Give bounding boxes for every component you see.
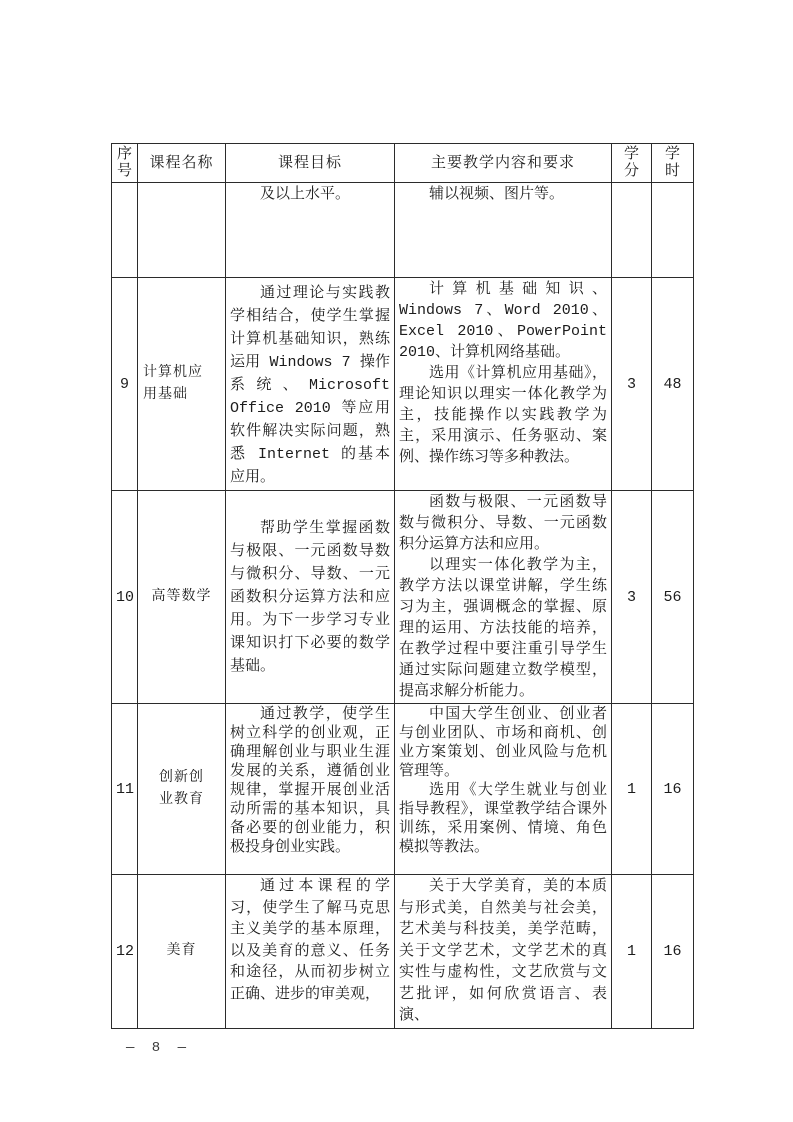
table-row-9	[112, 278, 694, 491]
cell-course-goal	[226, 183, 395, 278]
cell-teaching-content	[395, 491, 612, 704]
cell-course-goal	[226, 704, 395, 875]
cell-course-goal	[226, 875, 395, 1029]
content-paragraph: 选用《大学生就业与创业指导教程》，课堂教学结合课外训练，采用案例、情境、角色模拟等教法。	[399, 782, 607, 856]
goal-paragraph: 通过理论与实践教学相结合，使学生掌握计算机基础知识，熟练运用 Windows 7 操作系统、Microsoft Office 2010 等应用软件解决实际问题，熟悉 Internet 的基本应用。	[230, 285, 390, 486]
cell-course-name: 高等数学	[138, 491, 226, 704]
goal-paragraph: 通过本课程的学习，使学生了解马克思主义美学的基本原理，以及美育的意义、任务和途径，从而初步树立正确、进步的审美观，	[230, 878, 390, 1003]
cell-course-name: 美育	[138, 875, 226, 1029]
table-header-row	[112, 144, 694, 183]
header-credit	[612, 144, 652, 183]
cell-no: 11	[112, 704, 138, 875]
header-no	[112, 144, 138, 183]
cell-course-name	[138, 183, 226, 278]
table-row-10	[112, 491, 694, 704]
header-hours-label: 学时	[665, 146, 682, 180]
cell-course-goal	[226, 278, 395, 491]
content-paragraph: 中国大学生创业、创业者与创业团队、市场和商机、创业方案策划、创业风险与危机管理等。	[399, 706, 607, 780]
content-paragraph: 关于大学美育，美的本质与形式美，自然美与社会美，艺术美与科技美，美学范畴，关于文学艺术，文学艺术的真实性与虚构性，文艺欣赏与文艺批评，如何欣赏语言、表演、	[399, 878, 607, 1024]
content-paragraph: 选用《计算机应用基础》，理论知识以理实一体化教学为主，技能操作以实践教学为主，采用演示、任务驱动、案例、操作练习等多种教法。	[399, 365, 607, 466]
cell-teaching-content	[395, 183, 612, 278]
cell-no	[112, 183, 138, 278]
table-row-11	[112, 704, 694, 875]
cell-course-name	[138, 278, 226, 491]
cell-credit	[612, 183, 652, 278]
header-teaching-content: 主要教学内容和要求	[395, 144, 612, 183]
header-hours	[652, 144, 694, 183]
cell-hours: 56	[652, 491, 694, 704]
cell-course-name	[138, 704, 226, 875]
content-paragraph: 函数与极限、一元函数导数与微积分、导数、一元函数积分运算方法和应用。	[399, 494, 607, 553]
course-table	[111, 143, 694, 1029]
cell-no: 9	[112, 278, 138, 491]
cell-teaching-content	[395, 278, 612, 491]
cell-credit: 3	[612, 491, 652, 704]
content-paragraph: 辅以视频、图片等。	[429, 186, 565, 203]
course-name-label: 创新创业教育	[158, 770, 204, 808]
cell-hours: 16	[652, 875, 694, 1029]
cell-credit: 1	[612, 704, 652, 875]
header-credit-label: 学分	[624, 146, 641, 180]
table-row-continuation	[112, 183, 694, 278]
content-paragraph: 以理实一体化教学为主，教学方法以课堂讲解，学生练习为主，强调概念的掌握、原理的运用、方法技能的培养，在教学过程中要注重引导学生通过实际问题建立数学模型，提高求解分析能力。	[399, 557, 607, 700]
header-course-name: 课程名称	[138, 144, 226, 183]
cell-hours: 16	[652, 704, 694, 875]
page-number: — 8 —	[126, 1040, 188, 1056]
header-course-goal: 课程目标	[226, 144, 395, 183]
goal-paragraph: 及以上水平。	[260, 186, 351, 203]
cell-no: 10	[112, 491, 138, 704]
header-no-label: 序号	[117, 146, 134, 180]
cell-teaching-content	[395, 704, 612, 875]
course-name-label: 计算机应用基础	[143, 365, 203, 403]
cell-teaching-content	[395, 875, 612, 1029]
cell-credit: 1	[612, 875, 652, 1029]
goal-paragraph: 通过教学，使学生树立科学的创业观，正确理解创业与职业生涯发展的关系，遵循创业规律，掌握开展创业活动所需的基本知识，具备必要的创业能力，积极投身创业实践。	[230, 706, 390, 856]
cell-course-goal	[226, 491, 395, 704]
cell-hours	[652, 183, 694, 278]
cell-credit: 3	[612, 278, 652, 491]
content-paragraph: 计算机基础知识、Windows 7、Word 2010、Excel 2010、PowerPoint 2010、计算机网络基础。	[399, 281, 607, 361]
cell-no: 12	[112, 875, 138, 1029]
goal-paragraph: 帮助学生掌握函数与极限、一元函数导数与微积分、导数、一元函数积分运算方法和应用。为下一步学习专业课知识打下必要的数学基础。	[230, 519, 390, 675]
cell-hours: 48	[652, 278, 694, 491]
table-row-12	[112, 875, 694, 1029]
